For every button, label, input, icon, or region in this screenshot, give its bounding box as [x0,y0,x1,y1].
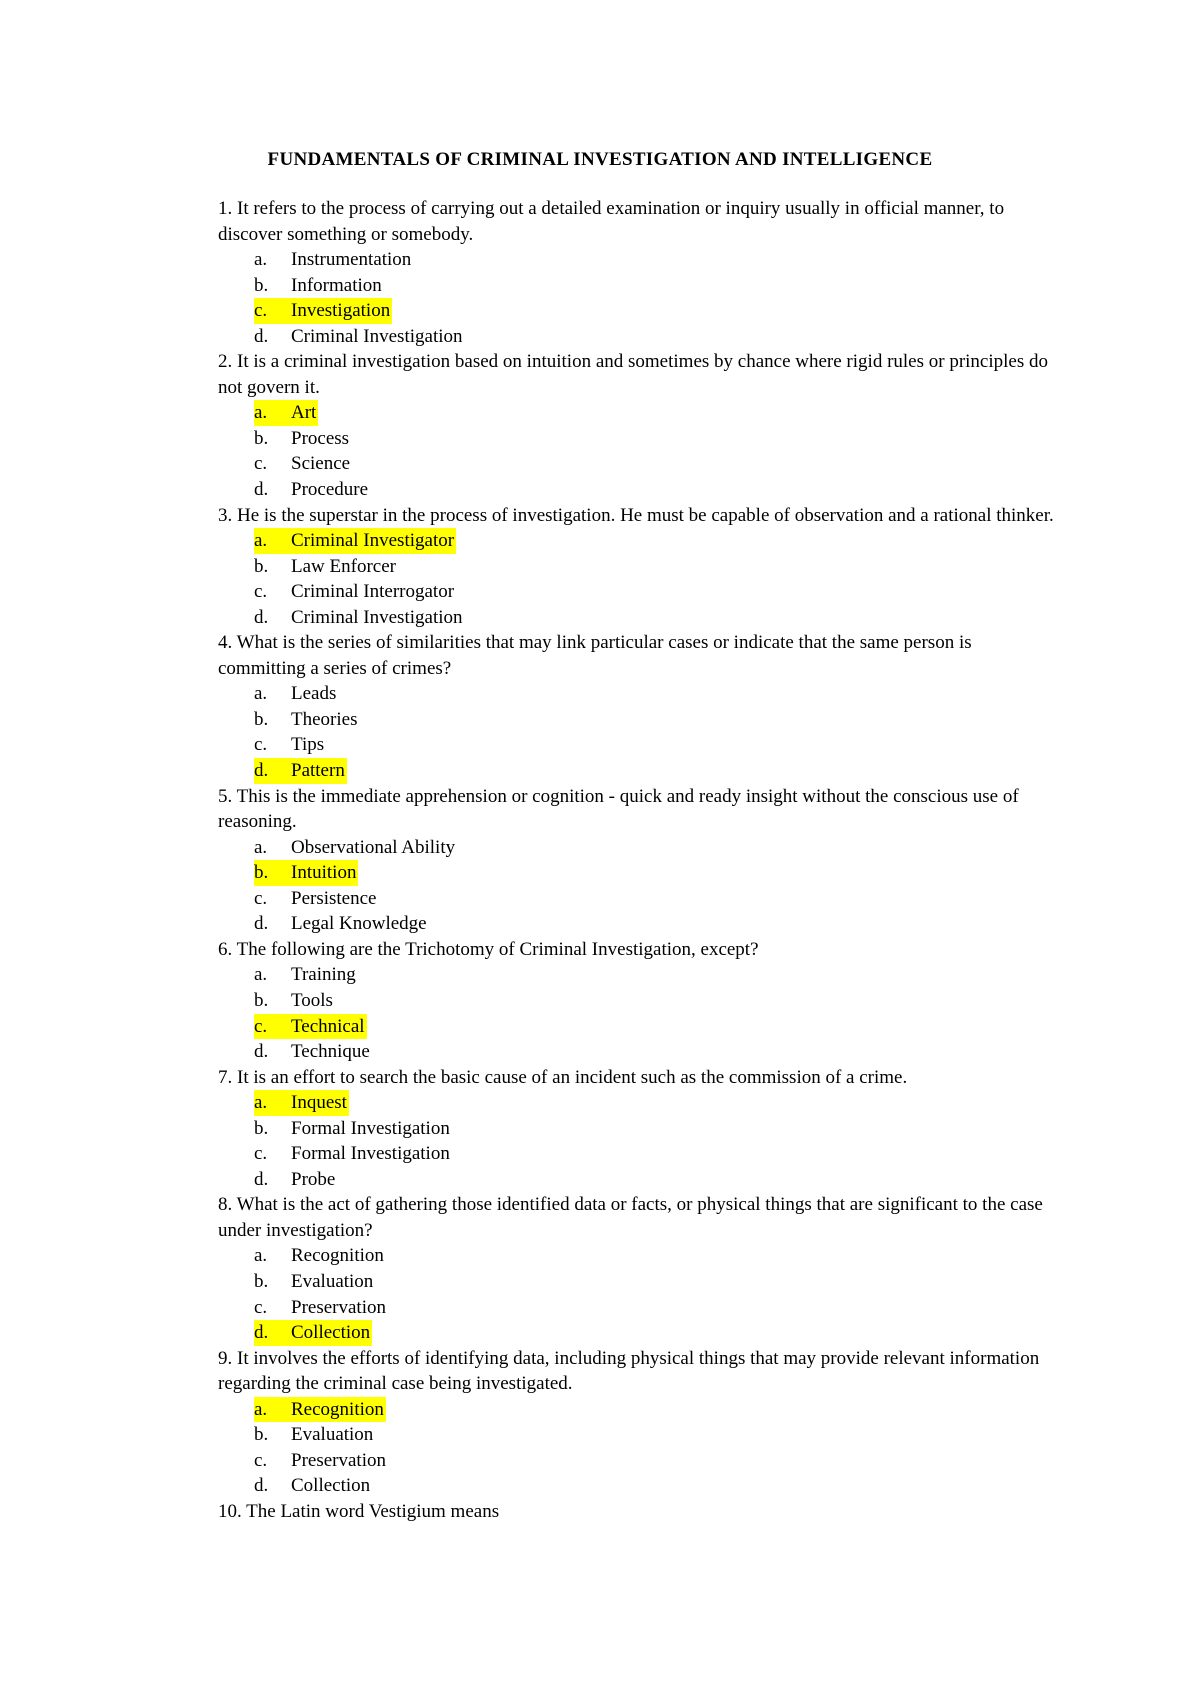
question-text: 3. He is the superstar in the process of investigation. He must be capable of observation and a rational thinker. [218,504,1054,526]
option-text: Leads [291,683,337,705]
option-text: Legal Knowledge [291,913,427,935]
question-text: 5. This is the immediate apprehension or cognition - quick and ready insight without the conscious use of reasoning. [218,785,1019,833]
option-text: Criminal Investigation [291,606,463,628]
option-letter: b. [254,708,269,730]
option-letter: c. [254,887,268,909]
answer-option-content [254,451,352,477]
option-text: Evaluation [291,1270,374,1292]
option-letter: a. [254,683,268,705]
option-letter: c. [254,581,268,603]
question-block [218,1499,1058,1525]
option-letter: a. [254,402,268,424]
answer-option-content [254,860,358,886]
option-letter: b. [254,1270,269,1292]
answer-option-content [254,1116,452,1142]
option-text: Pattern [291,760,345,782]
answer-option-content [254,1141,452,1167]
answer-option-content [254,1448,388,1474]
question-block [218,1192,1058,1345]
answer-option-content [254,1320,372,1346]
answer-option-content [254,1167,337,1193]
question-text: 4. What is the series of similarities that may link particular cases or indicate that the same person is committing a series of crimes? [218,632,972,679]
answer-option [254,247,1058,273]
answer-option [254,1039,1058,1065]
question-list [218,196,1058,1524]
option-text: Observational Ability [291,836,456,858]
option-text: Collection [291,1322,371,1344]
answer-option [254,426,1058,452]
answer-option-highlighted [254,1014,1058,1040]
answer-option-content [254,911,429,937]
answer-option [254,1243,1058,1269]
answer-option [254,554,1058,580]
answer-option-content [254,707,359,733]
answer-option [254,324,1058,350]
option-text: Theories [291,708,358,730]
option-text: Recognition [291,1398,384,1420]
document-title: FUNDAMENTALS OF CRIMINAL INVESTIGATION AND INTELLIGENCE [267,149,933,170]
answer-option-highlighted [254,298,1058,324]
option-text: Preservation [291,1449,386,1471]
option-letter: a. [254,964,268,986]
option-letter: b. [254,274,269,296]
option-text: Information [291,274,382,296]
question-block [218,937,1058,1065]
option-letter: b. [254,1117,269,1139]
answer-options [218,681,1058,783]
answer-option [254,273,1058,299]
option-text: Inquest [291,1092,347,1114]
option-letter: c. [254,300,268,322]
answer-option-content [254,835,457,861]
option-text: Criminal Investigator [291,530,455,552]
answer-option-content [254,1473,372,1499]
option-text: Evaluation [291,1424,374,1446]
answer-option-content [254,1243,386,1269]
option-text: Probe [291,1168,336,1190]
answer-option-content [254,886,378,912]
option-letter: a. [254,1398,268,1420]
option-letter: d. [254,1475,269,1497]
option-letter: b. [254,989,269,1011]
question-text: 1. It refers to the process of carrying out a detailed examination or inquiry usually in official manner, to discover something or somebody. [218,198,1005,245]
question-block [218,196,1058,349]
answer-option [254,451,1058,477]
answer-option-content [254,758,347,784]
question-block [218,503,1058,631]
question-text: 8. What is the act of gathering those identified data or facts, or physical things that are significant to the case under investigation? [218,1194,1043,1241]
option-letter: c. [254,734,268,756]
option-letter: d. [254,1322,269,1344]
answer-option-content [254,1269,375,1295]
answer-option [254,1448,1058,1474]
answer-options [218,400,1058,502]
answer-option [254,1422,1058,1448]
question-text: 10. The Latin word Vestigium means [218,1500,500,1522]
option-text: Recognition [291,1245,384,1267]
answer-option [254,988,1058,1014]
question-text: 7. It is an effort to search the basic cause of an incident such as the commission of a crime. [218,1066,908,1088]
option-text: Tips [291,734,325,756]
option-letter: d. [254,760,269,782]
option-letter: d. [254,606,269,628]
option-letter: d. [254,1168,269,1190]
answer-option-highlighted [254,758,1058,784]
answer-option [254,605,1058,631]
answer-option-content [254,554,398,580]
option-text: Persistence [291,887,377,909]
answer-option-highlighted [254,1320,1058,1346]
question-block [218,349,1058,502]
answer-option-content [254,298,392,324]
option-text: Art [291,402,317,424]
answer-option-content [254,988,335,1014]
answer-option-content [254,273,384,299]
option-letter: a. [254,530,268,552]
answer-option-highlighted [254,1397,1058,1423]
answer-option [254,707,1058,733]
option-letter: b. [254,555,269,577]
answer-options [218,1397,1058,1499]
answer-option [254,1141,1058,1167]
answer-option-content [254,247,413,273]
option-text: Training [291,964,356,986]
answer-option-content [254,605,465,631]
answer-option-content [254,477,370,503]
option-letter: d. [254,1041,269,1063]
option-text: Criminal Investigation [291,325,463,347]
option-text: Science [291,453,351,475]
answer-option-content [254,1422,375,1448]
answer-option-highlighted [254,400,1058,426]
answer-option-highlighted [254,528,1058,554]
option-letter: c. [254,1015,268,1037]
answer-options [218,835,1058,937]
question-text: 2. It is a criminal investigation based on intuition and sometimes by chance where rigid rules or principles do not govern it. [218,351,1048,398]
answer-option [254,886,1058,912]
answer-options [218,1090,1058,1192]
answer-option-content [254,324,465,350]
question-text: 9. It involves the efforts of identifying data, including physical things that may provide relevant information regarding the criminal case being investigated. [218,1347,1040,1395]
option-letter: a. [254,249,268,271]
option-letter: a. [254,1245,268,1267]
option-text: Criminal Interrogator [291,581,455,603]
option-letter: b. [254,427,269,449]
option-text: Preservation [291,1296,386,1318]
option-text: Law Enforcer [291,555,396,577]
answer-option [254,732,1058,758]
option-letter: c. [254,1449,268,1471]
answer-options [218,528,1058,630]
answer-option [254,1295,1058,1321]
option-text: Process [291,427,350,449]
answer-option [254,1116,1058,1142]
answer-option-highlighted [254,860,1058,886]
answer-option [254,1167,1058,1193]
option-text: Intuition [291,862,357,884]
option-letter: c. [254,1143,268,1165]
option-letter: b. [254,862,269,884]
answer-option [254,911,1058,937]
answer-option-content [254,1090,349,1116]
question-block [218,1065,1058,1193]
answer-option-content [254,681,338,707]
option-text: Formal Investigation [291,1143,450,1165]
answer-option-content [254,1397,386,1423]
answer-options [218,247,1058,349]
question-text: 6. The following are the Trichotomy of Criminal Investigation, except? [218,938,759,960]
option-text: Collection [291,1475,371,1497]
option-text: Technical [291,1015,365,1037]
option-text: Technique [291,1041,370,1063]
answer-option [254,1473,1058,1499]
question-block [218,1346,1058,1499]
answer-option-content [254,426,351,452]
option-letter: d. [254,913,269,935]
answer-option-content [254,1014,367,1040]
answer-options [218,962,1058,1064]
question-block [218,630,1058,783]
option-letter: d. [254,325,269,347]
answer-option [254,477,1058,503]
option-text: Formal Investigation [291,1117,450,1139]
answer-option-content [254,962,358,988]
answer-option-content [254,1295,388,1321]
answer-option [254,1269,1058,1295]
answer-option-content [254,579,456,605]
answer-option [254,681,1058,707]
answer-options [218,1243,1058,1345]
option-text: Investigation [291,300,391,322]
option-letter: a. [254,836,268,858]
option-letter: d. [254,479,269,501]
option-text: Tools [291,989,333,1011]
answer-option [254,835,1058,861]
option-letter: b. [254,1424,269,1446]
answer-option [254,579,1058,605]
option-text: Instrumentation [291,249,412,271]
option-text: Procedure [291,479,369,501]
answer-option-content [254,400,318,426]
option-letter: c. [254,1296,268,1318]
answer-option [254,962,1058,988]
option-letter: c. [254,453,268,475]
answer-option-content [254,528,456,554]
answer-option-highlighted [254,1090,1058,1116]
answer-option-content [254,732,326,758]
question-block [218,784,1058,937]
option-letter: a. [254,1092,268,1114]
answer-option-content [254,1039,372,1065]
